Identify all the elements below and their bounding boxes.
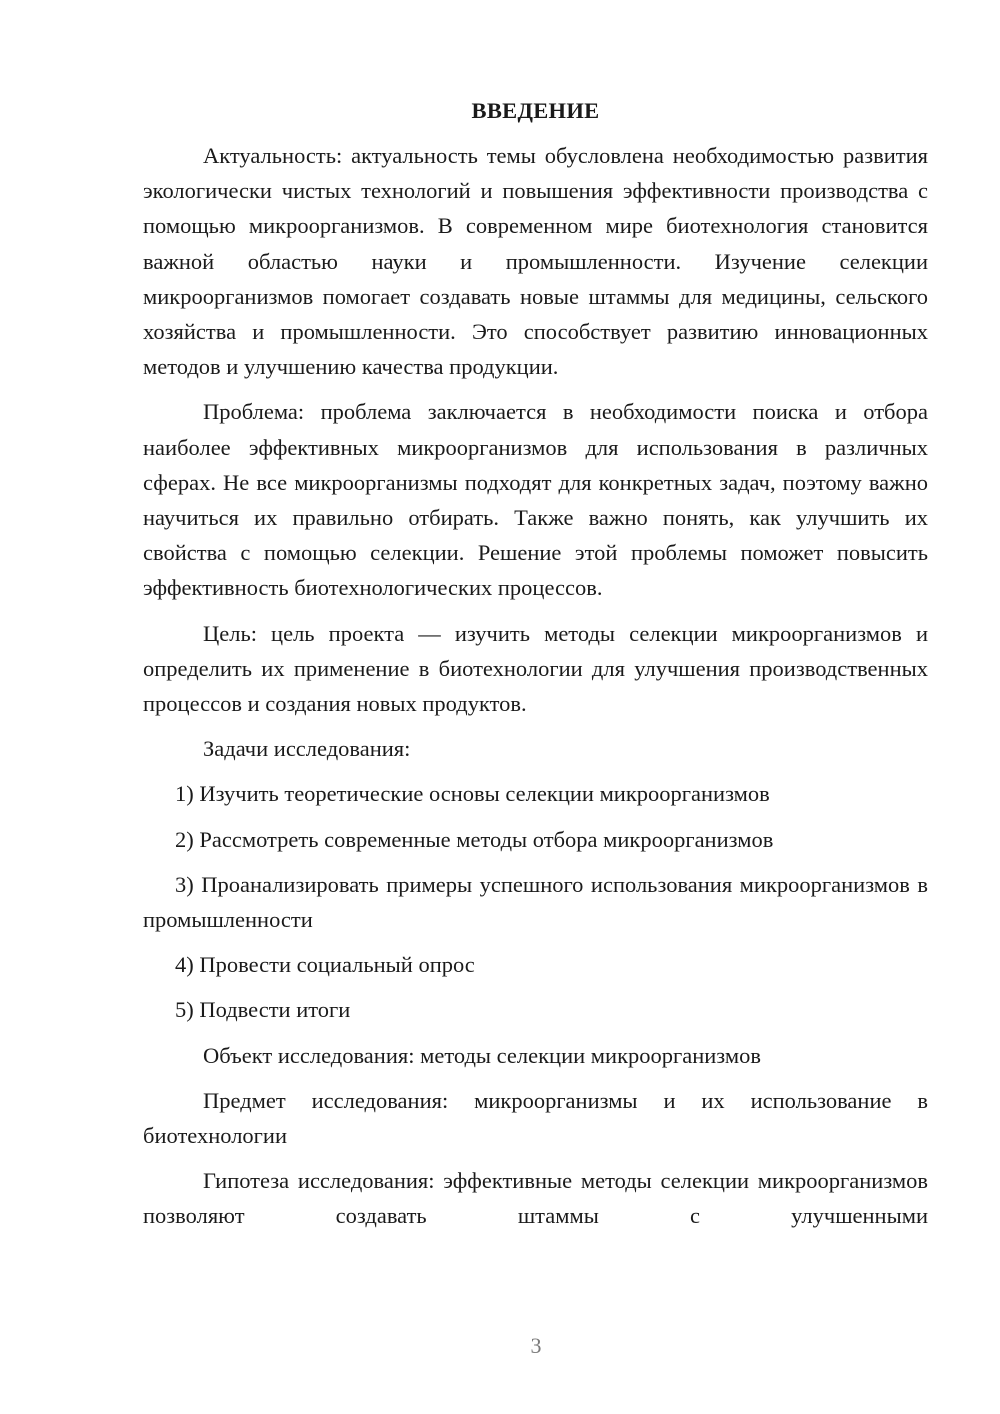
paragraph-subject: Предмет исследования: микроорганизмы и их использование в биотехнологии [143,1087,928,1149]
page-number: 3 [530,1333,542,1358]
task-item-2: 2) Рассмотреть современные методы отбора микроорганизмов [175,826,774,852]
paragraph-hypothesis: Гипотеза исследования: эффективные методы селекции микроорганизмов позволяют создавать штаммы с улучшенными [143,1168,928,1229]
paragraph-relevance: Актуальность: актуальность темы обусловлена необходимостью развития экологически чистых технологий и повышения эффективности производства с помощью микроорганизмов. В современном мире биотехнология становится важной областью науки и промышленности. Изучение селекции микроорганизмов помогает создавать новые штаммы для медицины, сельского хозяйства и промышленности. Это способствует развитию инновационных методов и улучшению качества продукции. [143,143,928,380]
document-body [143,96,928,1244]
task-item-3: 3) Проанализировать примеры успешного использования микроорганизмов в промышленности [143,871,928,933]
task-item-4: 4) Провести социальный опрос [175,952,475,978]
paragraph-problem: Проблема: проблема заключается в необходимости поиска и отбора наиболее эффективных микроорганизмов для использования в различных сферах. Не все микроорганизмы подходят для конкретных задач, поэтому важно научиться их правильно отбирать. Также важно понять, как улучшить их свойства с помощью селекции. Решение этой проблемы поможет повысить эффективность биотехнологических процессов. [143,399,928,601]
paragraph-tasks-heading: Задачи исследования: [203,736,411,762]
section-title: ВВЕДЕНИЕ [471,98,600,123]
paragraph-object: Объект исследования: методы селекции микроорганизмов [203,1042,761,1068]
task-item-5: 5) Подвести итоги [175,997,351,1023]
task-item-1: 1) Изучить теоретические основы селекции микроорганизмов [175,781,770,807]
paragraph-goal: Цель: цель проекта — изучить методы селекции микроорганизмов и определить их применение в биотехнологии для улучшения производственных процессов и создания новых продуктов. [143,620,928,717]
